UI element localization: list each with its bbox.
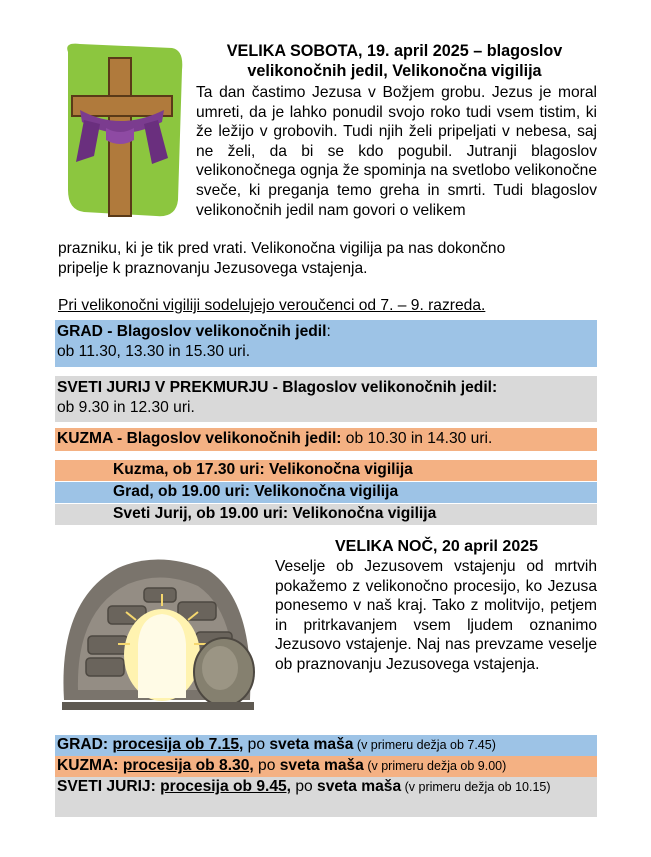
procession-sveti-jurij bbox=[55, 777, 597, 817]
procession-kuzma-place: KUZMA: bbox=[57, 757, 119, 774]
procession-sveti-jurij-po: po bbox=[291, 778, 318, 795]
participation-note: Pri velikonočni vigiliji sodelujejo veroučenci od 7. – 9. razreda. bbox=[58, 297, 486, 314]
procession-sveti-jurij-mass: sveta maša bbox=[317, 778, 402, 795]
procession-sveti-jurij-note: (v primeru dežja ob 10.15) bbox=[401, 780, 551, 794]
procession-grad-place: GRAD: bbox=[57, 736, 109, 753]
section1-title-line1: VELIKA SOBOTA, 19. april 2025 – blagoslov bbox=[226, 42, 563, 60]
section1-paragraph-bottom-line: prazniku, ki je tik pred vrati. Velikonočna vigilija pa nas dokončno bbox=[58, 240, 506, 257]
procession-kuzma-mass: sveta maša bbox=[279, 757, 364, 774]
procession-grad-po: po bbox=[243, 736, 270, 753]
procession-kuzma-note: (v primeru dežja ob 9.00) bbox=[363, 759, 507, 773]
vigil-sveti-jurij: Sveti Jurij, ob 19.00 uri: Velikonočna vigilija bbox=[55, 504, 597, 525]
empty-tomb-icon bbox=[58, 540, 258, 710]
procession-grad-time: procesija ob 7.15, bbox=[112, 736, 244, 753]
procession-kuzma-time: procesija ob 8.30, bbox=[122, 757, 254, 774]
blessing-grad bbox=[55, 320, 597, 367]
vigil-grad: Grad, ob 19.00 uri: Velikonočna vigilija bbox=[55, 482, 597, 503]
vigil-kuzma: Kuzma, ob 17.30 uri: Velikonočna vigilija bbox=[55, 460, 597, 481]
blessing-grad-label: GRAD - Blagoslov velikonočnih jedil bbox=[57, 323, 327, 340]
section2-title: VELIKA NOČ, 20 april 2025 bbox=[334, 538, 539, 555]
blessing-grad-colon: : bbox=[326, 323, 331, 340]
procession-sveti-jurij-place: SVETI JURIJ: bbox=[57, 778, 156, 795]
blessing-sveti-jurij-label: SVETI JURIJ V PREKMURJU - Blagoslov velikonočnih jedil: bbox=[57, 379, 498, 396]
section1-paragraph-bottom-last: pripelje k praznovanju Jezusovega vstajenja. bbox=[58, 259, 368, 277]
section1-paragraph-top: Ta dan častimo Jezusa v Božjem grobu. Jezus je moral umreti, da je lahko ponudil svojo roko tudi vsem tistim, ki že ležijo v grobovih. Tudi njih želi pripeljati v nebesa, saj ne želi, da bi se kdo pogubil. Jutranji blagoslov velikonočnega ognja že spominja na svetlobo velikonočne sveče, ki preganja temo greha in smrti. Tudi blagoslov velikonočnih jedil nam govori o velikem bbox=[196, 84, 597, 219]
blessing-kuzma-times: ob 10.30 in 14.30 uri. bbox=[341, 430, 493, 447]
procession-kuzma-po: po bbox=[253, 757, 280, 774]
blessing-kuzma-label: KUZMA - Blagoslov velikonočnih jedil: bbox=[57, 430, 342, 447]
procession-grad-note: (v primeru dežja ob 7.45) bbox=[353, 738, 496, 752]
section1-paragraph-bottom bbox=[58, 239, 597, 278]
procession-kuzma bbox=[55, 756, 597, 777]
blessing-kuzma bbox=[55, 428, 597, 451]
section2-paragraph: Veselje ob Jezusovem vstajenju od mrtvih pokažemo z velikonočno procesijo, ko Jezusa ponesemo v naš kraj. Tako z molitvijo, petjem in pritrkavanjem vsem ljudem oznanimo Jezusovo vstajenje. Naj nas prevzame veselje ob praznovanju Jezusovega vstajenja. bbox=[275, 558, 597, 673]
blessing-grad-times: ob 11.30, 13.30 in 15.30 uri. bbox=[57, 343, 251, 360]
cross-with-purple-cloth-icon bbox=[60, 40, 186, 220]
procession-grad-mass: sveta maša bbox=[269, 736, 354, 753]
blessing-sveti-jurij-times: ob 9.30 in 12.30 uri. bbox=[57, 399, 195, 416]
blessing-sveti-jurij bbox=[55, 376, 597, 422]
section1-title-line2: velikonočnih jedil, Velikonočna vigilija bbox=[247, 62, 542, 80]
procession-sveti-jurij-time: procesija ob 9.45, bbox=[160, 778, 292, 795]
section1-title bbox=[192, 41, 597, 81]
procession-grad bbox=[55, 735, 597, 756]
